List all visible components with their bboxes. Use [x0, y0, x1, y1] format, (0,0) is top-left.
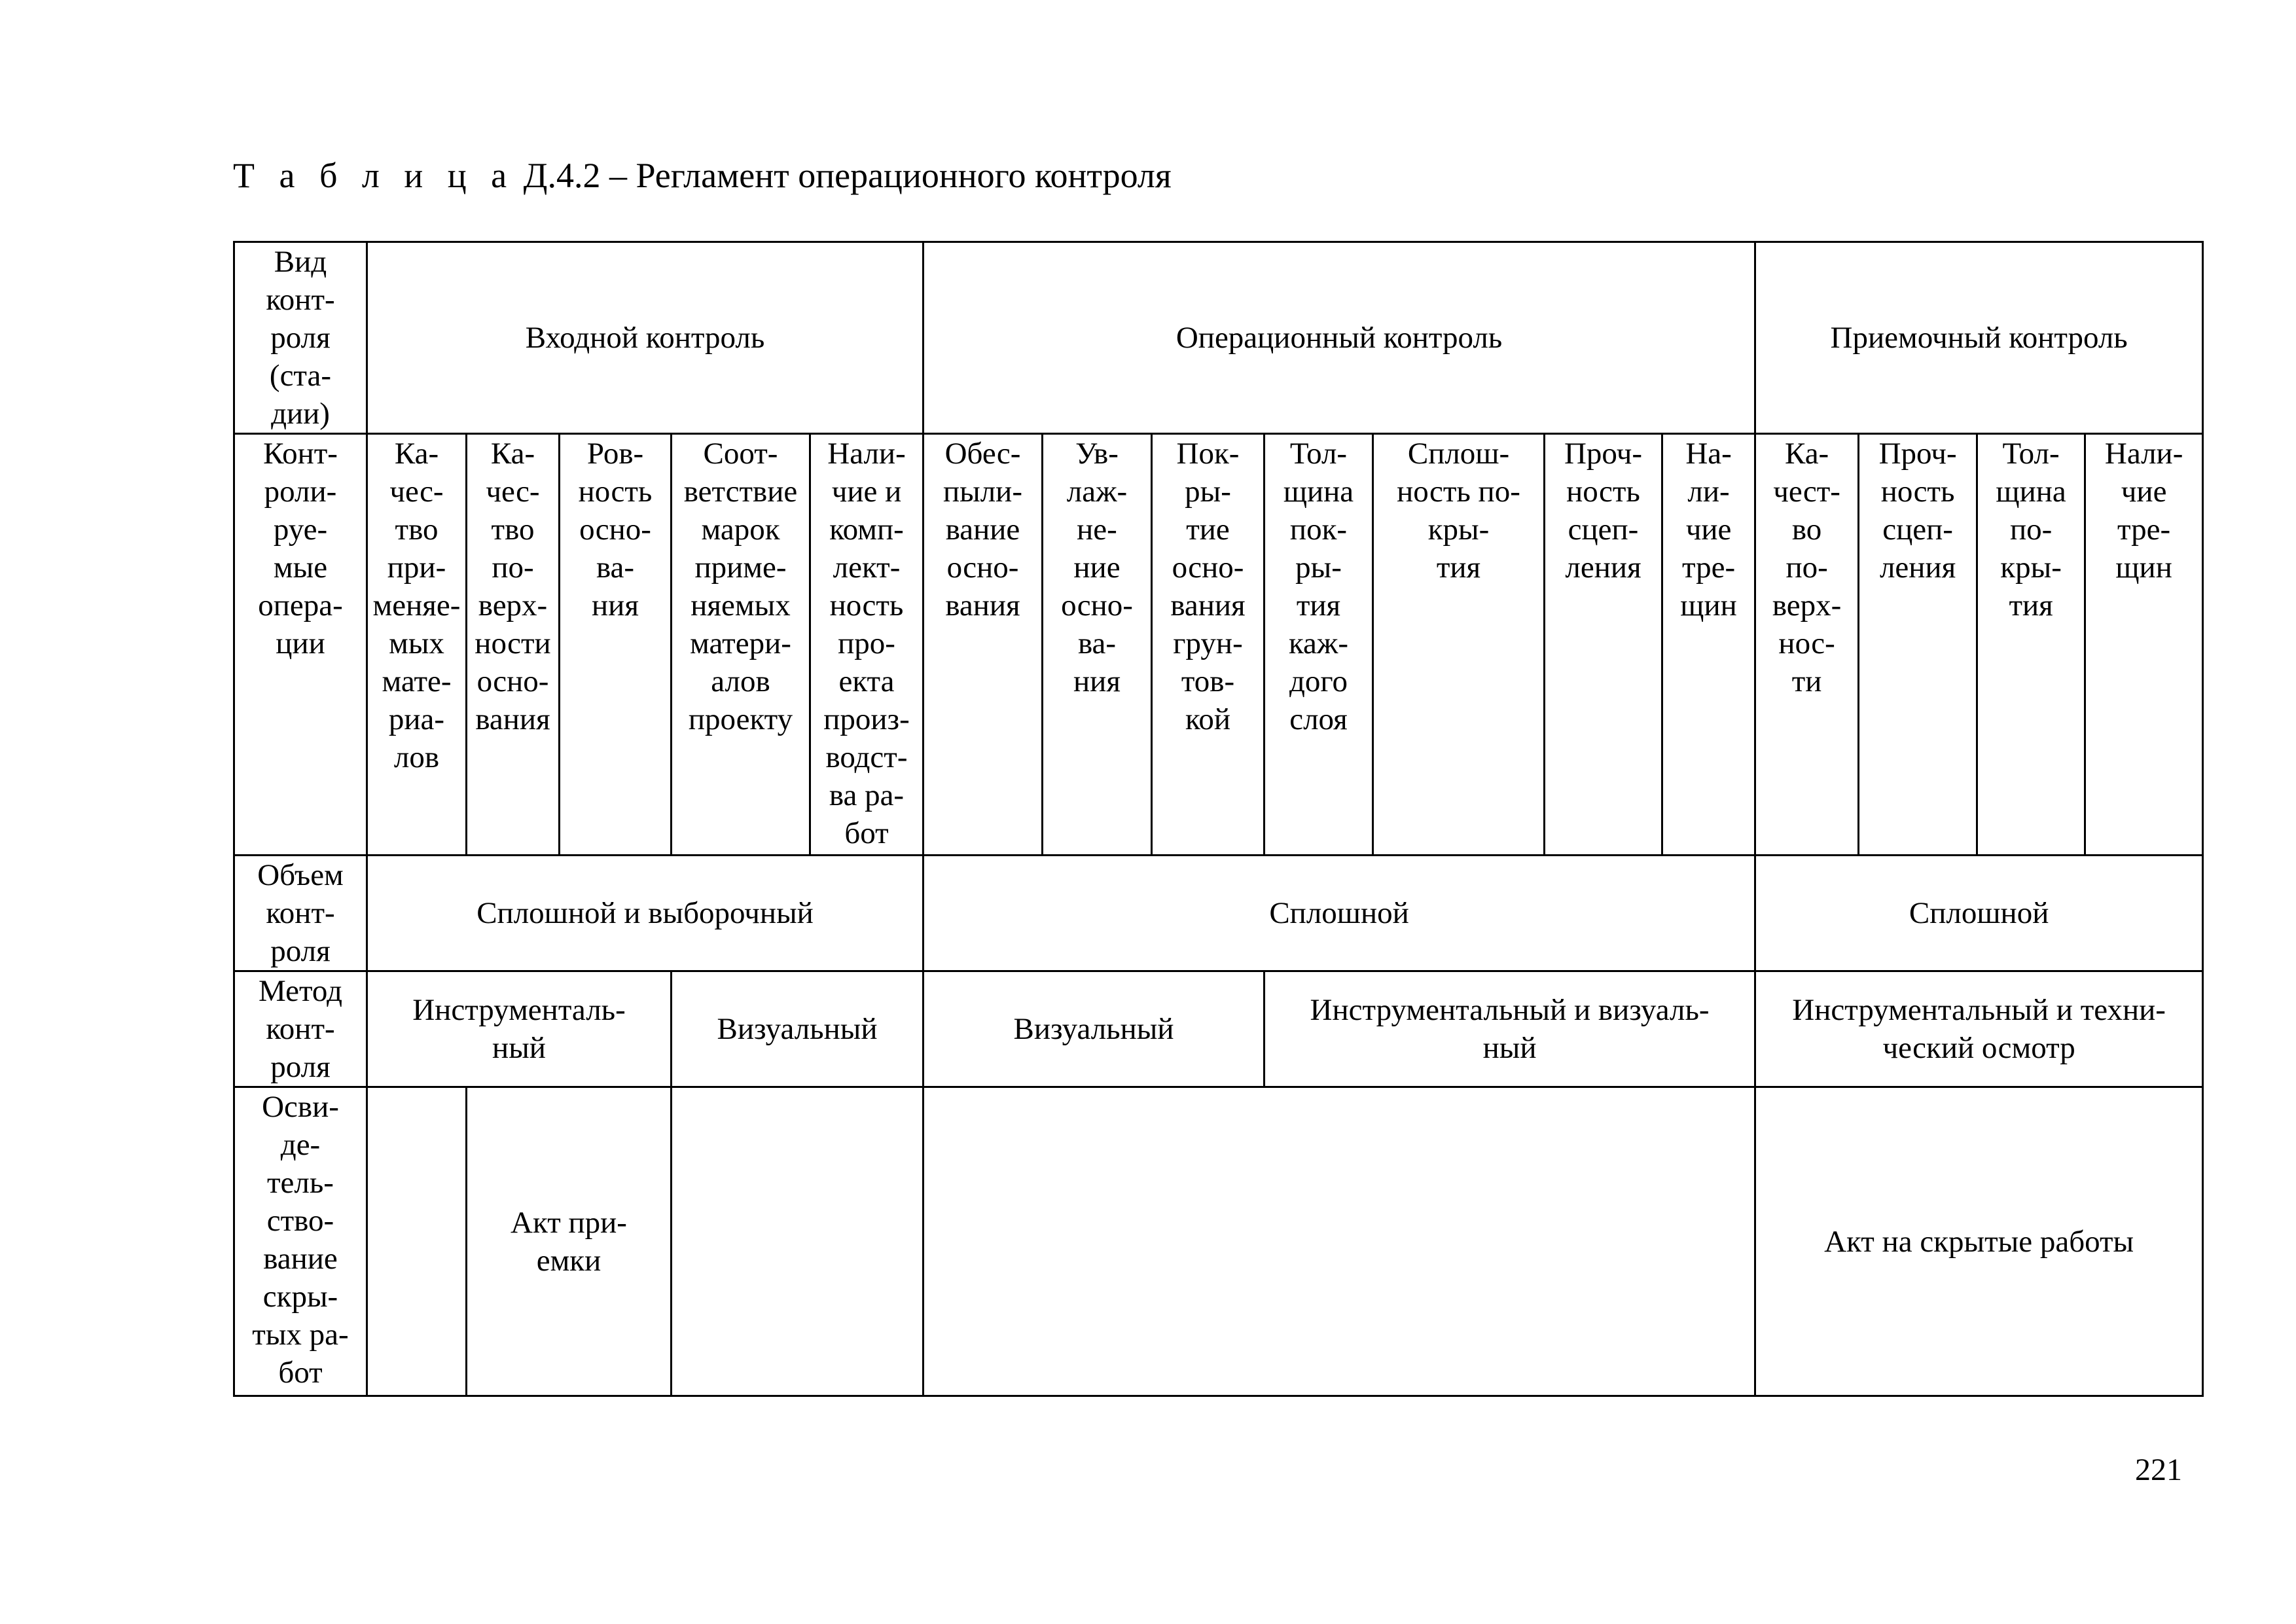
row-label-stage: Вид конт- роля (ста- дии)	[234, 242, 367, 434]
operation-cell: Ка- чес- тво при- меняе- мых мате- риа- лов	[367, 434, 467, 856]
input-control-header: Входной контроль	[367, 242, 924, 434]
control-regulation-table	[233, 241, 2204, 1397]
operation-cell: Ка- чес- тво по- верх- ности осно- вания	[467, 434, 560, 856]
operation-cell: Тол- щина пок- ры- тия каж- дого слоя	[1265, 434, 1373, 856]
empty-cell	[367, 1087, 467, 1396]
method-row	[234, 971, 2203, 1087]
method-visual-input: Визуальный	[672, 971, 924, 1087]
page-number: 221	[2135, 1453, 2182, 1487]
row-label-certification: Осви- де- тель- ство- вание скры- тых ра- бот	[234, 1087, 367, 1396]
caption-text: Д.4.2 – Регламент операционного контроля	[523, 156, 1172, 195]
operation-cell: Ка- чест- во по- верх- нос- ти	[1755, 434, 1859, 856]
volume-input: Сплошной и выборочный	[367, 856, 924, 971]
operation-cell: Тол- щина по- кры- тия	[1977, 434, 2085, 856]
operation-cell: Пок- ры- тие осно- вания грун- тов- кой	[1152, 434, 1265, 856]
caption-label: Т а б л и ц а	[233, 156, 515, 195]
method-instrumental-visual: Инструментальный и визуаль- ный	[1265, 971, 1755, 1087]
table-caption	[233, 154, 1172, 197]
operation-cell: Ров- ность осно- ва- ния	[560, 434, 672, 856]
operations-row	[234, 434, 2203, 856]
acceptance-control-header: Приемочный контроль	[1755, 242, 2203, 434]
operation-cell: На- ли- чие тре- щин	[1662, 434, 1755, 856]
operation-cell: Нали- чие тре- щин	[2085, 434, 2203, 856]
hidden-works-act: Акт на скрытые работы	[1755, 1087, 2203, 1396]
volume-row	[234, 856, 2203, 971]
row-label-volume: Объем конт- роля	[234, 856, 367, 971]
volume-operational: Сплошной	[924, 856, 1755, 971]
operational-control-header: Операционный контроль	[924, 242, 1755, 434]
operation-cell: Ув- лаж- не- ние осно- ва- ния	[1043, 434, 1152, 856]
operation-cell: Сплош- ность по- кры- тия	[1373, 434, 1545, 856]
operation-cell: Соот- ветствие марок приме- няемых матери- алов проекту	[672, 434, 810, 856]
stage-row	[234, 242, 2203, 434]
empty-cell	[924, 1087, 1755, 1396]
empty-cell	[672, 1087, 924, 1396]
method-instrumental-technical: Инструментальный и техни- ческий осмотр	[1755, 971, 2203, 1087]
row-label-operations: Конт- роли- руе- мые опера- ции	[234, 434, 367, 856]
volume-acceptance: Сплошной	[1755, 856, 2203, 971]
operation-cell: Проч- ность сцеп- ления	[1859, 434, 1977, 856]
row-label-method: Метод конт- роля	[234, 971, 367, 1087]
acceptance-act: Акт при- емки	[467, 1087, 672, 1396]
method-visual-operational: Визуальный	[924, 971, 1265, 1087]
certification-row	[234, 1087, 2203, 1396]
operation-cell: Нали- чие и комп- лект- ность про- екта произ- водст- ва ра- бот	[810, 434, 924, 856]
operation-cell: Обес- пыли- вание осно- вания	[924, 434, 1043, 856]
operation-cell: Проч- ность сцеп- ления	[1545, 434, 1662, 856]
method-instrumental: Инструменталь- ный	[367, 971, 672, 1087]
